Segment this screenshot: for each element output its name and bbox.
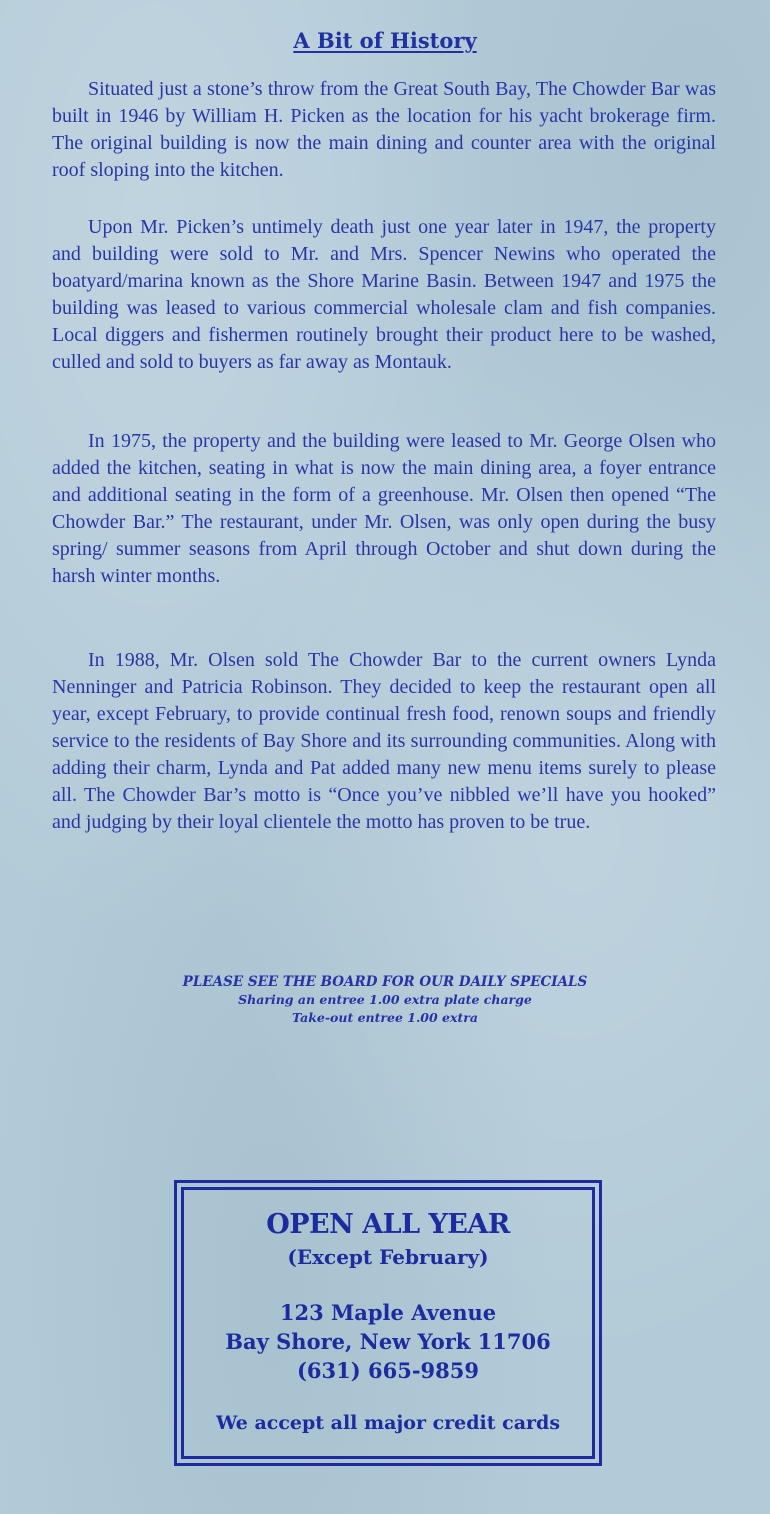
sharing-charge-line: Sharing an entree 1.00 extra plate charge bbox=[238, 992, 532, 1007]
history-paragraph-4 bbox=[52, 647, 716, 836]
history-paragraph-text: Upon Mr. Picken’s untimely death just one year later in 1947, the property and building were sold to Mr. and Mrs. Spencer Newins who operated the boatyard/marina known as the Shore Marine Basin. Between 1947 and 1975 the building was leased to various commercial wholesale clam and fish companies. Local diggers and fishermen routinely brought their product here to be washed, culled and sold to buyers as far away as Montauk. bbox=[52, 216, 716, 373]
info-box bbox=[174, 1180, 602, 1466]
history-title: A Bit of History bbox=[293, 28, 477, 53]
street-address: 123 Maple Avenue bbox=[279, 1300, 497, 1325]
specials-notice bbox=[0, 973, 770, 1027]
except-february: (Except February) bbox=[287, 1245, 489, 1269]
history-paragraph-3 bbox=[52, 428, 716, 590]
takeout-charge-line: Take-out entree 1.00 extra bbox=[292, 1010, 478, 1025]
info-box-inner bbox=[181, 1187, 595, 1459]
open-all-year-heading: OPEN ALL YEAR bbox=[266, 1209, 510, 1240]
address-block bbox=[184, 1298, 592, 1385]
phone-number: (631) 665-9859 bbox=[296, 1358, 480, 1383]
daily-specials-line: PLEASE SEE THE BOARD FOR OUR DAILY SPECIALS bbox=[182, 974, 588, 990]
history-paragraph-text: Situated just a stone’s throw from the Great South Bay, The Chowder Bar was built in 1946 by William H. Picken as the location for his yacht brokerage firm. The original building is now the main dining and counter area with the original roof sloping into the kitchen. bbox=[52, 78, 716, 181]
credit-cards-note: We accept all major credit cards bbox=[215, 1412, 561, 1434]
history-paragraph-2 bbox=[52, 214, 716, 376]
city-state-zip: Bay Shore, New York 11706 bbox=[225, 1329, 551, 1354]
history-paragraph-text: In 1975, the property and the building were leased to Mr. George Olsen who added the kitchen, seating in what is now the main dining area, a foyer entrance and additional seating in the form of a greenhouse. Mr. Olsen then opened “The Chowder Bar.” The restaurant, under Mr. Olsen, was only open during the busy spring/ summer seasons from April through October and shut down during the harsh winter months. bbox=[52, 430, 716, 587]
history-paragraph-text: In 1988, Mr. Olsen sold The Chowder Bar to the current owners Lynda Nenninger and Patricia Robinson. They decided to keep the restaurant open all year, except February, to provide continual fresh food, renown soups and friendly service to the residents of Bay Shore and its surrounding communities. Along with adding their charm, Lynda and Pat added many new menu items surely to please all. The Chowder Bar’s motto is “Once you’ve nibbled we’ll have you hooked” and judging by their loyal clientele the motto has proven to be true. bbox=[52, 649, 716, 833]
history-paragraph-1 bbox=[52, 76, 716, 184]
